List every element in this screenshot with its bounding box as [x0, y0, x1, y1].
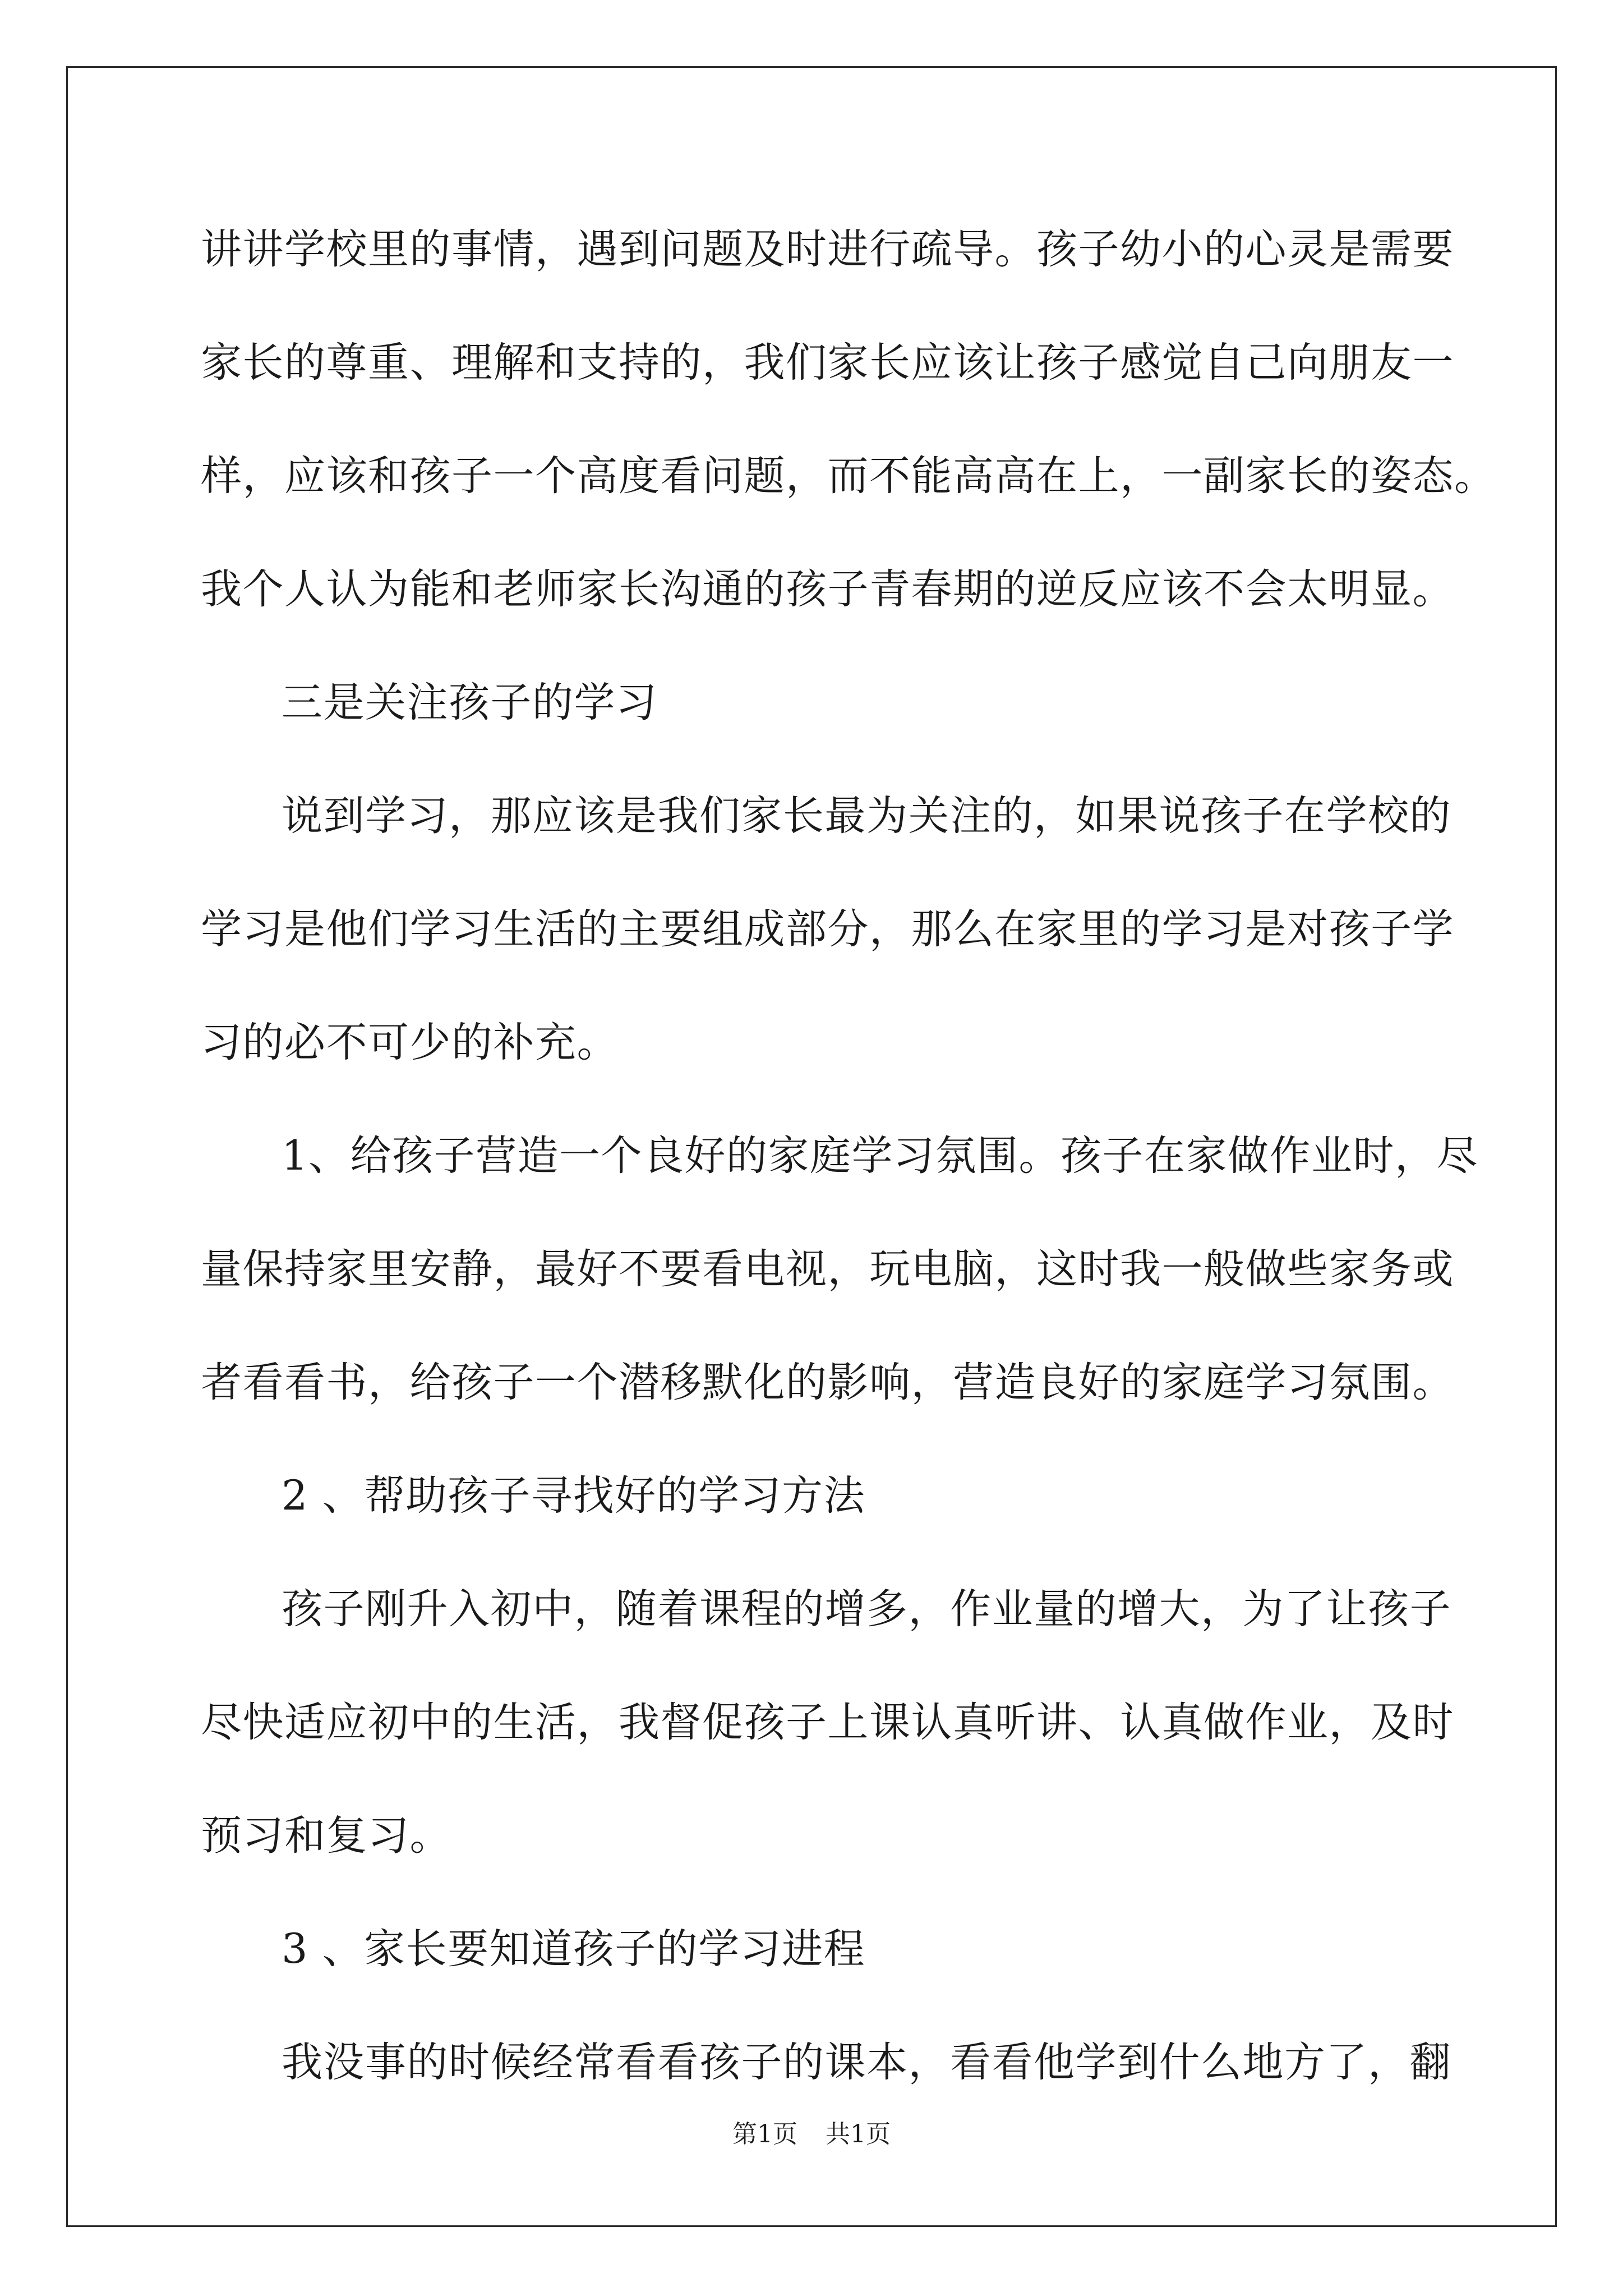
paragraph-line: 讲讲学校里的事情，遇到问题及时进行疏导。孩子幼小的心灵是需要 — [201, 226, 1454, 273]
paragraph-line: 孩子刚升入初中，随着课程的增多，作业量的增大，为了让孩子 — [282, 1585, 1451, 1633]
paragraph-line: 者看看书，给孩子一个潜移默化的影响，营造良好的家庭学习氛围。 — [201, 1359, 1454, 1406]
paragraph-line: 我没事的时候经常看看孩子的课本，看看他学到什么地方了，翻 — [282, 2039, 1451, 2086]
paragraph-line: 我个人认为能和老师家长沟通的孩子青春期的逆反应该不会太明显。 — [201, 565, 1454, 613]
paragraph-line: 习的必不可少的补充。 — [201, 1019, 619, 1066]
paragraph-line: 学习是他们学习生活的主要组成部分，那么在家里的学习是对孩子学 — [201, 905, 1454, 953]
document-body — [201, 213, 1496, 2139]
paragraph-line: 家长的尊重、理解和支持的，我们家长应该让孩子感觉自己向朋友一 — [201, 339, 1454, 386]
paragraph-line: 量保持家里安静，最好不要看电视，玩电脑，这时我一般做些家务或 — [201, 1245, 1454, 1293]
paragraph-line: 1、给孩子营造一个良好的家庭学习氛围。孩子在家做作业时，尽 — [282, 1132, 1478, 1180]
paragraph-line: 说到学习，那应该是我们家长最为关注的，如果说孩子在学校的 — [282, 792, 1451, 840]
paragraph-line: 预习和复习。 — [201, 1812, 451, 1860]
section-heading: 三是关注孩子的学习 — [282, 679, 658, 726]
page-footer — [0, 2118, 1623, 2151]
subsection-heading: 2 、帮助孩子寻找好的学习方法 — [282, 1472, 866, 1520]
paragraph-line: 尽快适应初中的生活，我督促孩子上课认真听讲、认真做作业，及时 — [201, 1699, 1454, 1746]
paragraph-line: 样，应该和孩子一个高度看问题，而不能高高在上，一副家长的姿态。 — [201, 452, 1496, 500]
page-number-total: 共1页 — [826, 2120, 891, 2148]
page-number-current: 第1页 — [732, 2120, 797, 2148]
subsection-heading: 3 、家长要知道孩子的学习进程 — [282, 1925, 866, 1973]
